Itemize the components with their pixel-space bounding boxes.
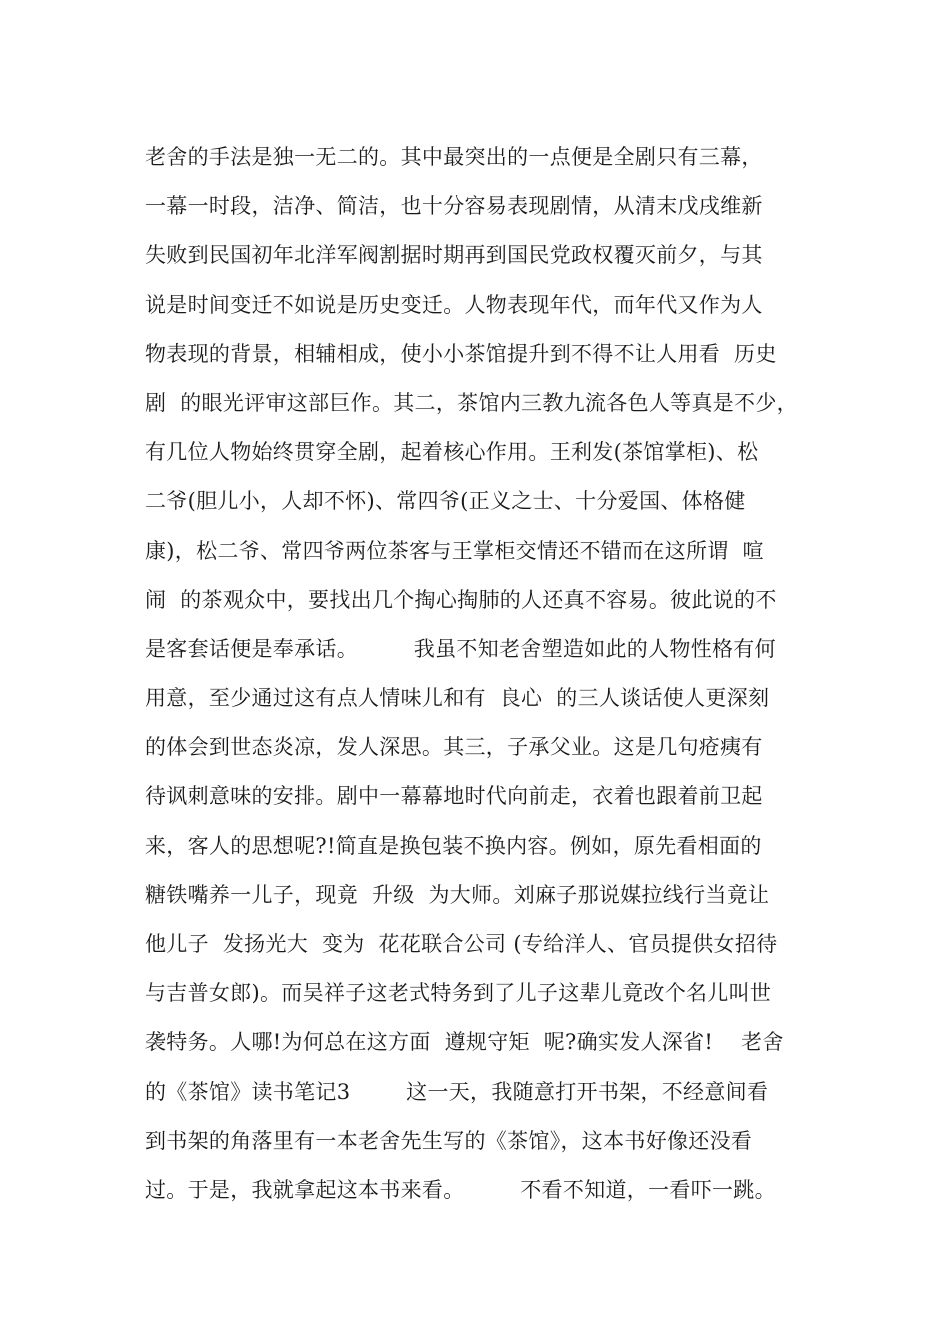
text-line-19: 袭特务。人哪!为何总在这方面 遵规守矩 呢?确实发人深省! 老舍 bbox=[145, 1030, 784, 1055]
text-line-12: 用意，至少通过这有点人情味儿和有 良心 的三人谈话使人更深刻 bbox=[145, 686, 770, 711]
text-line-1: 老舍的手法是独一无二的。其中最突出的一点便是全剧只有三幕， bbox=[145, 145, 763, 169]
text-line-11: 是客套话便是奉承话。 我虽不知老舍塑造如此的人物性格有何 bbox=[145, 636, 776, 661]
text-line-22: 过。于是，我就拿起这本书来看。 不看不知道，一看吓一跳。 bbox=[145, 1177, 776, 1202]
text-line-21: 到书架的角落里有一本老舍先生写的《茶馆》，这本书好像还没看 bbox=[145, 1128, 753, 1153]
text-line-13: 的体会到世态炎凉，发人深思。其三，子承父业。这是几句疮痍有 bbox=[145, 735, 763, 760]
text-line-6: 剧 的眼光评审这部巨作。其二，茶馆内三教九流各色人等真是不少， bbox=[145, 390, 798, 415]
text-line-4: 说是时间变迁不如说是历史变迁。人物表现年代，而年代又作为人 bbox=[145, 292, 763, 317]
text-line-16: 糖铁嘴养一儿子，现竟 升级 为大师。刘麻子那说媒拉线行当竟让 bbox=[145, 882, 770, 907]
text-line-17: 他儿子 发扬光大 变为 花花联合公司 (专给洋人、官员提供女招待 bbox=[145, 932, 778, 956]
text-line-10: 闹 的茶观众中，要找出几个掏心掏肺的人还真不容易。彼此说的不 bbox=[145, 587, 777, 612]
text-line-15: 来，客人的思想呢?!简直是换包装不换内容。例如，原先看相面的 bbox=[145, 833, 762, 858]
text-line-9: 康)，松二爷、常四爷两位茶客与王掌柜交情还不错而在这所谓 喧 bbox=[145, 538, 764, 563]
text-line-14: 待讽刺意味的安排。剧中一幕幕地时代向前走，衣着也跟着前卫起 bbox=[145, 784, 763, 809]
text-line-18: 与吉普女郎)。而吴祥子这老式特务到了儿子这辈儿竟改个名儿叫世 bbox=[145, 981, 772, 1006]
text-line-8: 二爷(胆儿小，人却不怀)、常四爷(正义之士、十分爱国、体格健 bbox=[145, 489, 746, 514]
text-line-5: 物表现的背景，相辅相成，使小小茶馆提升到不得不让人用看 历史 bbox=[145, 341, 777, 366]
text-line-7: 有几位人物始终贯穿全剧，起着核心作用。王利发(茶馆掌柜)、松 bbox=[145, 440, 759, 465]
text-line-20: 的《茶馆》读书笔记3 这一天，我随意打开书架，不经意间看 bbox=[145, 1079, 769, 1104]
text-line-2: 一幕一时段，洁净、简洁，也十分容易表现剧情，从清末戊戌维新 bbox=[145, 194, 763, 219]
body-text bbox=[145, 133, 845, 1215]
text-line-3: 失败到民国初年北洋军阀割据时期再到国民党政权覆灭前夕，与其 bbox=[145, 243, 763, 268]
